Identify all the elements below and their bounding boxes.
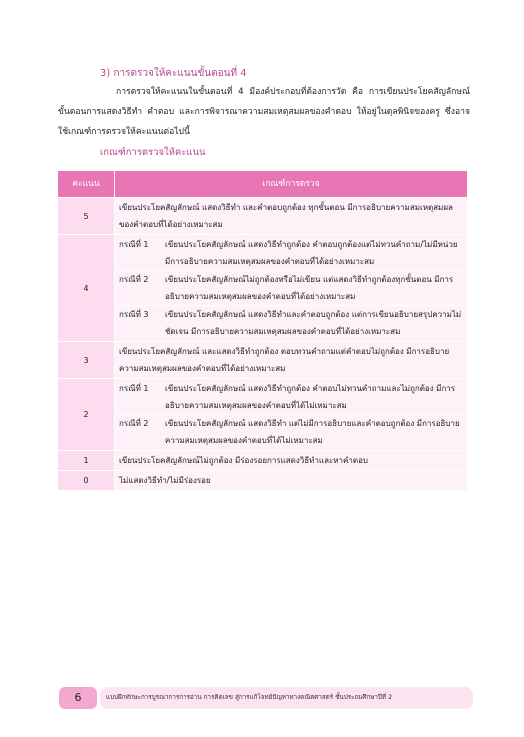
case-item bbox=[119, 271, 463, 305]
header-criteria: เกณฑ์การตรวจ bbox=[115, 171, 468, 198]
case-text: เขียนประโยคสัญลักษณ์ แสดงวิธีทำถูกต้อง คำตอบไม่ทวนคำถามและไม่ถูกต้อง มีการอธิบายความสมเหตุสมผลของคำตอบที่ได้ไม่เหมาะสม bbox=[165, 384, 456, 410]
table-row bbox=[58, 379, 468, 451]
score-cell: 2 bbox=[58, 379, 115, 451]
score-cell: 1 bbox=[58, 451, 115, 471]
case-item bbox=[119, 306, 463, 340]
case-text: เขียนประโยคสัญลักษณ์ แสดงวิธีทำ แต่ไม่มีการอธิบายและคำตอบถูกต้อง มีการอธิบายความสมเหตุสมผลของคำตอบที่ได้ไม่เหมาะสม bbox=[165, 419, 460, 445]
table-row bbox=[58, 451, 468, 471]
score-cell: 4 bbox=[58, 235, 115, 342]
table-row bbox=[58, 471, 468, 491]
case-item bbox=[119, 415, 463, 449]
criteria-title: เกณฑ์การตรวจให้คะแนน bbox=[100, 147, 206, 158]
criteria-cell bbox=[115, 379, 468, 451]
criteria-cell bbox=[115, 235, 468, 342]
page-number: 6 bbox=[59, 687, 97, 709]
table-header-row bbox=[58, 171, 468, 198]
criteria-cell: เขียนประโยคสัญลักษณ์ แสดงวิธีทำ และคำตอบถูกต้อง ทุกขั้นตอน มีการอธิบายความสมเหตุสมผลของคำตอบที่ได้อย่างเหมาะสม bbox=[115, 198, 468, 235]
score-cell: 5 bbox=[58, 198, 115, 235]
case-item bbox=[119, 236, 463, 270]
case-label: กรณีที่ 2 bbox=[119, 275, 149, 284]
criteria-cell: ไม่แสดงวิธีทำ/ไม่มีร่องรอย bbox=[115, 471, 468, 491]
table-row bbox=[58, 235, 468, 342]
header-score: คะแนน bbox=[58, 171, 115, 198]
criteria-table bbox=[57, 170, 468, 491]
criteria-cell: เขียนประโยคสัญลักษณ์ และแสดงวิธีทำถูกต้อง ตอบทวนคำถามแต่คำตอบไม่ถูกต้อง มีการอธิบายความสมเหตุสมผลของคำตอบที่ได้อย่างเหมาะสม bbox=[115, 342, 468, 379]
case-label: กรณีที่ 1 bbox=[119, 384, 149, 393]
section-paragraph: การตรวจให้คะแนนในขั้นตอนที่ 4 มีองค์ประกอบที่ต้องการวัด คือ การเขียนประโยคสัญลักษณ์ ขั้นตอนการแสดงวิธีทำ คำตอบ และการพิจารณาความสมเหตุสมผลของคำตอบ ให้อยู่ในดุลพินิจของครู ซึ่งอาจใช้เกณฑ์การตรวจให้คะแนนต่อไปนี้ bbox=[58, 87, 470, 137]
case-text: เขียนประโยคสัญลักษณ์ แสดงวิธีทำถูกต้อง คำตอบถูกต้องแต่ไม่ทวนคำถาม/ไม่มีหน่วย มีการอธิบายความสมเหตุสมผลของคำตอบที่ได้อย่างเหมาะสม bbox=[165, 240, 458, 266]
table-row bbox=[58, 342, 468, 379]
section-heading: 3) การตรวจให้คะแนนขั้นตอนที่ 4 bbox=[100, 68, 247, 79]
score-cell: 3 bbox=[58, 342, 115, 379]
case-label: กรณีที่ 1 bbox=[119, 240, 149, 249]
criteria-cell: เขียนประโยคสัญลักษณ์ไม่ถูกต้อง มีร่องรอยการแสดงวิธีทำและหาคำตอบ bbox=[115, 451, 468, 471]
case-text: เขียนประโยคสัญลักษณ์ แสดงวิธีทำและคำตอบถูกต้อง แต่การเขียนอธิบายสรุปความไม่ชัดเจน มีการอธิบายความสมเหตุสมผลของคำตอบที่ได้อย่างเหมาะสม bbox=[165, 310, 462, 336]
case-label: กรณีที่ 2 bbox=[119, 419, 149, 428]
footer-title: แบบฝึกทักษะการบูรณาการการอ่าน การคิดเลข สู่การแก้โจทย์ปัญหาทางคณิตศาสตร์ ชั้นประถมศึกษาปีที่ 2 bbox=[100, 687, 473, 709]
table-row bbox=[58, 198, 468, 235]
case-text: เขียนประโยคสัญลักษณ์ไม่ถูกต้องหรือไม่เขียน แต่แสดงวิธีทำถูกต้องทุกขั้นตอน มีการอธิบายความสมเหตุสมผลของคำตอบที่ได้อย่างเหมาะสม bbox=[165, 275, 454, 301]
case-item bbox=[119, 380, 463, 414]
score-cell: 0 bbox=[58, 471, 115, 491]
case-label: กรณีที่ 3 bbox=[119, 310, 149, 319]
